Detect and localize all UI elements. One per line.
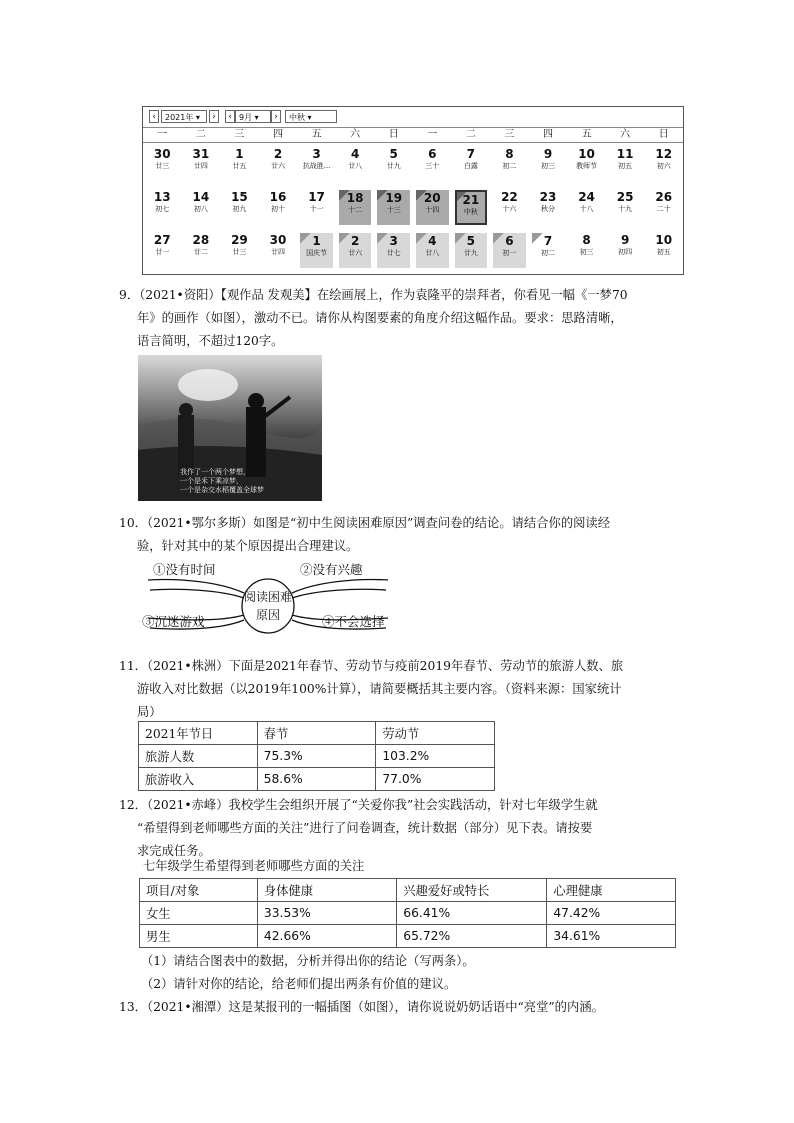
lunar-label: 廿六 <box>348 249 363 257</box>
lunar-label: 初五 <box>656 248 671 256</box>
q10-line: 验，针对其中的某个原因提出合理建议。 <box>137 539 359 553</box>
day-number: 10 <box>578 147 595 161</box>
day-number: 14 <box>192 190 210 204</box>
festival-select: 中秋 ▾ <box>285 110 337 123</box>
calendar-day <box>416 233 449 268</box>
lunar-label: 廿八 <box>425 249 440 257</box>
table-cell: 47.42% <box>547 902 676 925</box>
day-number: 22 <box>501 190 518 204</box>
weekday-label: 五 <box>311 129 322 140</box>
day-number: 5 <box>389 147 398 161</box>
weekday-label: 六 <box>620 129 631 140</box>
table-cell: 65.72% <box>397 925 547 948</box>
table-cell: 项目/对象 <box>140 879 258 902</box>
weekday-label: 二 <box>465 129 476 140</box>
calendar-day <box>606 229 645 272</box>
calendar-day <box>143 229 182 272</box>
lunar-label: 廿三 <box>232 248 247 256</box>
calendar-day <box>377 233 410 268</box>
calendar-day <box>339 233 372 268</box>
lunar-label: 抗战胜... <box>302 162 331 170</box>
task-2: （2）请针对你的结论，给老师们提出两条有价值的建议。 <box>141 977 457 991</box>
lunar-label: 十八 <box>579 205 594 213</box>
calendar-day <box>452 143 491 186</box>
year-select: 2021年 ▾ <box>161 110 207 123</box>
q12-line: 求完成任务。 <box>137 844 211 858</box>
reason-3: ③沉迷游戏 <box>142 614 205 629</box>
day-number: 2 <box>350 234 360 248</box>
lunar-label: 廿九 <box>463 249 478 257</box>
lunar-label: 初一 <box>502 249 517 257</box>
next-year-icon: › <box>209 110 219 123</box>
weekday-label: 一 <box>157 129 168 140</box>
day-number: 5 <box>466 234 476 248</box>
calendar-day <box>606 143 645 186</box>
question-11 <box>119 655 679 724</box>
day-number: 20 <box>423 191 441 205</box>
lunar-label: 教师节 <box>576 162 598 170</box>
calendar-day <box>182 143 221 186</box>
mind-map <box>140 560 396 648</box>
calendar-day <box>297 143 336 186</box>
weekday-label: 三 <box>234 129 245 140</box>
table-row <box>140 879 676 902</box>
lunar-label: 廿七 <box>386 249 401 257</box>
table-cell: 心理健康 <box>547 879 676 902</box>
day-number: 15 <box>231 190 248 204</box>
lunar-label: 廿三 <box>155 162 170 170</box>
lunar-label: 白露 <box>463 162 478 170</box>
lunar-label: 三十 <box>425 162 440 170</box>
lunar-label: 廿八 <box>348 162 363 170</box>
weekday-label: 一 <box>427 129 438 140</box>
q9-line: 语言简明，不超过120字。 <box>137 334 284 348</box>
calendar-day <box>300 233 333 268</box>
day-number: 8 <box>505 147 514 161</box>
lunar-label: 十六 <box>502 205 517 213</box>
next-month-icon: › <box>271 110 281 123</box>
lunar-label: 十二 <box>348 206 363 214</box>
calendar-day <box>220 229 259 272</box>
calendar-day <box>336 143 375 186</box>
table-cell: 34.61% <box>547 925 676 948</box>
calendar-day <box>644 229 683 272</box>
day-number: 1 <box>312 234 321 248</box>
calendar-image <box>142 106 684 275</box>
day-number: 28 <box>192 233 210 247</box>
day-number: 25 <box>616 190 634 204</box>
day-number: 17 <box>308 190 325 204</box>
calendar-grid <box>143 143 683 272</box>
lunar-label: 十三 <box>386 206 401 214</box>
lunar-label: 十一 <box>309 205 324 213</box>
lunar-label: 初三 <box>540 162 555 170</box>
weekday-label: 二 <box>195 129 206 140</box>
day-number: 11 <box>616 147 634 161</box>
reason-2: ②没有兴趣 <box>300 562 363 577</box>
weekday-label: 五 <box>581 129 592 140</box>
day-number: 30 <box>153 147 171 161</box>
lunar-label: 初四 <box>618 248 633 256</box>
lunar-label: 中秋 <box>463 208 478 216</box>
reason-4: ④不会选择 <box>322 614 385 629</box>
calendar-toolbar <box>143 107 683 128</box>
day-number: 3 <box>389 234 398 248</box>
prev-month-icon: ‹ <box>225 110 235 123</box>
table-cell: 2021年节日 <box>139 722 258 745</box>
tourism-table <box>138 721 495 791</box>
table-cell: 58.6% <box>257 768 376 791</box>
day-number: 3 <box>312 147 321 161</box>
lunar-label: 初十 <box>270 205 285 213</box>
calendar-day <box>644 143 683 186</box>
calendar-day <box>416 190 449 225</box>
calendar-day <box>567 186 606 229</box>
calendar-day <box>220 186 259 229</box>
month-select: 9月 ▾ <box>235 110 271 123</box>
calendar-day <box>259 186 298 229</box>
calendar-day <box>413 143 452 186</box>
day-number: 6 <box>428 147 437 161</box>
q11-line: 11．（2021•株洲）下面是2021年春节、劳动节与疫前2019年春节、劳动节的旅游人数、旅 <box>119 659 624 673</box>
calendar-day <box>143 186 182 229</box>
lunar-label: 初二 <box>502 162 517 170</box>
calendar-day <box>182 186 221 229</box>
day-number: 24 <box>578 190 595 204</box>
question-9 <box>119 284 679 353</box>
day-number: 7 <box>466 147 476 161</box>
day-number: 8 <box>582 233 591 247</box>
table-cell: 77.0% <box>376 768 495 791</box>
day-number: 23 <box>539 190 557 204</box>
table-caption: 七年级学生希望得到老师哪些方面的关注 <box>143 859 365 873</box>
calendar-day <box>644 186 683 229</box>
question-10 <box>119 512 679 558</box>
lunar-label: 廿五 <box>232 162 247 170</box>
calendar-day <box>374 143 413 186</box>
calendar-day <box>529 186 568 229</box>
q10-line: 10．（2021•鄂尔多斯）如图是“初中生阅读困难原因”调查问卷的结论。请结合你的阅读经 <box>119 516 611 530</box>
lunar-label: 秋分 <box>540 205 555 213</box>
day-number: 1 <box>235 147 244 161</box>
day-number: 19 <box>385 191 403 205</box>
table-cell: 旅游人数 <box>139 745 258 768</box>
lunar-label: 初二 <box>540 249 555 257</box>
table-cell: 42.66% <box>257 925 396 948</box>
painting-caption: 我作了一个两个梦想， 一个是禾下乘凉梦， 一个是杂交水稻覆盖全球梦 <box>180 468 264 494</box>
question-12-tasks <box>141 950 681 996</box>
day-number: 18 <box>346 191 364 205</box>
calendar-day <box>490 143 529 186</box>
q11-line: 游收入对比数据（以2019年100%计算），请简要概括其主要内容。（资料来源：国家统计 <box>137 682 622 696</box>
q13-line: 13．（2021•湘潭）这是某报刊的一幅插图（如图），请你说说奶奶话语中“亮堂”的内涵。 <box>119 1000 604 1014</box>
calendar-day <box>455 233 488 268</box>
calendar-day <box>455 190 488 225</box>
lunar-label: 十九 <box>618 205 633 213</box>
table-cell: 身体健康 <box>257 879 396 902</box>
attention-table <box>139 878 676 948</box>
day-number: 30 <box>269 233 287 247</box>
q12-line: “希望得到老师哪些方面的关注”进行了问卷调查，统计数据（部分）见下表。请按要 <box>137 821 593 835</box>
calendar-day <box>339 190 372 225</box>
lunar-label: 初六 <box>656 162 671 170</box>
lunar-label: 初三 <box>579 248 594 256</box>
calendar-day <box>490 186 529 229</box>
table-cell: 33.53% <box>257 902 396 925</box>
table-cell: 66.41% <box>397 902 547 925</box>
day-number: 9 <box>620 233 630 247</box>
table-row <box>140 925 676 948</box>
weekday-label: 三 <box>504 129 515 140</box>
table-row <box>139 722 495 745</box>
day-number: 26 <box>655 190 673 204</box>
calendar-day <box>259 143 298 186</box>
lunar-label: 廿二 <box>193 248 208 256</box>
day-number: 4 <box>428 234 437 248</box>
lunar-label: 初五 <box>618 162 633 170</box>
weekday-label: 四 <box>272 129 283 140</box>
question-12 <box>119 794 679 863</box>
table-cell: 男生 <box>140 925 258 948</box>
calendar-day <box>377 190 410 225</box>
table-row <box>139 745 495 768</box>
lunar-label: 廿六 <box>270 162 285 170</box>
day-number: 31 <box>192 147 210 161</box>
day-number: 12 <box>655 147 673 161</box>
lunar-label: 十四 <box>425 206 440 214</box>
lunar-label: 廿九 <box>386 162 401 170</box>
table-row <box>140 902 676 925</box>
day-number: 9 <box>543 147 553 161</box>
q12-line: 12．（2021•赤峰）我校学生会组织开展了“关爱你我”社会实践活动，针对七年级学生就 <box>119 798 598 812</box>
lunar-label: 廿一 <box>155 248 170 256</box>
table-row <box>139 768 495 791</box>
calendar-day <box>259 229 298 272</box>
table-cell: 春节 <box>257 722 376 745</box>
day-number: 29 <box>231 233 248 247</box>
weekday-label: 六 <box>350 129 361 140</box>
prev-year-icon: ‹ <box>149 110 159 123</box>
calendar-day <box>529 143 568 186</box>
center-label: 阅读困难 <box>244 590 293 604</box>
day-number: 6 <box>505 234 514 248</box>
day-number: 21 <box>462 193 480 207</box>
table-cell: 兴趣爱好或特长 <box>397 879 547 902</box>
day-number: 16 <box>269 190 287 204</box>
day-number: 7 <box>543 234 553 248</box>
q11-line: 局） <box>137 705 162 719</box>
calendar-day <box>567 229 606 272</box>
lunar-label: 廿四 <box>193 162 208 170</box>
table-cell: 女生 <box>140 902 258 925</box>
calendar-day <box>220 143 259 186</box>
calendar-day <box>606 186 645 229</box>
lunar-label: 廿四 <box>270 248 285 256</box>
painting-image <box>138 355 322 501</box>
day-number: 27 <box>153 233 171 247</box>
question-13 <box>119 996 679 1019</box>
calendar-day <box>143 143 182 186</box>
table-cell: 旅游收入 <box>139 768 258 791</box>
table-cell: 75.3% <box>257 745 376 768</box>
calendar-day <box>182 229 221 272</box>
day-number: 2 <box>273 147 283 161</box>
day-number: 10 <box>655 233 673 247</box>
task-1: （1）请结合图表中的数据，分析并得出你的结论（写两条）。 <box>141 954 475 968</box>
lunar-label: 国庆节 <box>306 249 328 257</box>
center-label: 原因 <box>256 608 281 622</box>
lunar-label: 初八 <box>193 205 208 213</box>
q9-line: 年》的画作（如图），激动不已。请你从构图要素的角度介绍这幅作品。要求：思路清晰， <box>137 311 623 325</box>
day-number: 13 <box>153 190 171 204</box>
day-number: 4 <box>350 147 360 161</box>
lunar-label: 初七 <box>155 205 170 213</box>
calendar-day <box>567 143 606 186</box>
lunar-label: 初九 <box>232 205 247 213</box>
calendar-day <box>532 233 565 268</box>
weekday-label: 日 <box>658 129 669 140</box>
q9-line: 9．（2021•资阳）【观作品 发观美】在绘画展上，作为袁隆平的崇拜者，你看见一幅《一梦70 <box>119 288 628 302</box>
calendar-day <box>297 186 336 229</box>
reason-1: ①没有时间 <box>153 562 216 577</box>
lunar-label: 二十 <box>656 205 671 213</box>
weekday-label: 四 <box>542 129 553 140</box>
weekday-label: 日 <box>388 129 399 140</box>
weekday-header <box>143 128 683 143</box>
table-cell: 劳动节 <box>376 722 495 745</box>
calendar-day <box>493 233 526 268</box>
table-cell: 103.2% <box>376 745 495 768</box>
